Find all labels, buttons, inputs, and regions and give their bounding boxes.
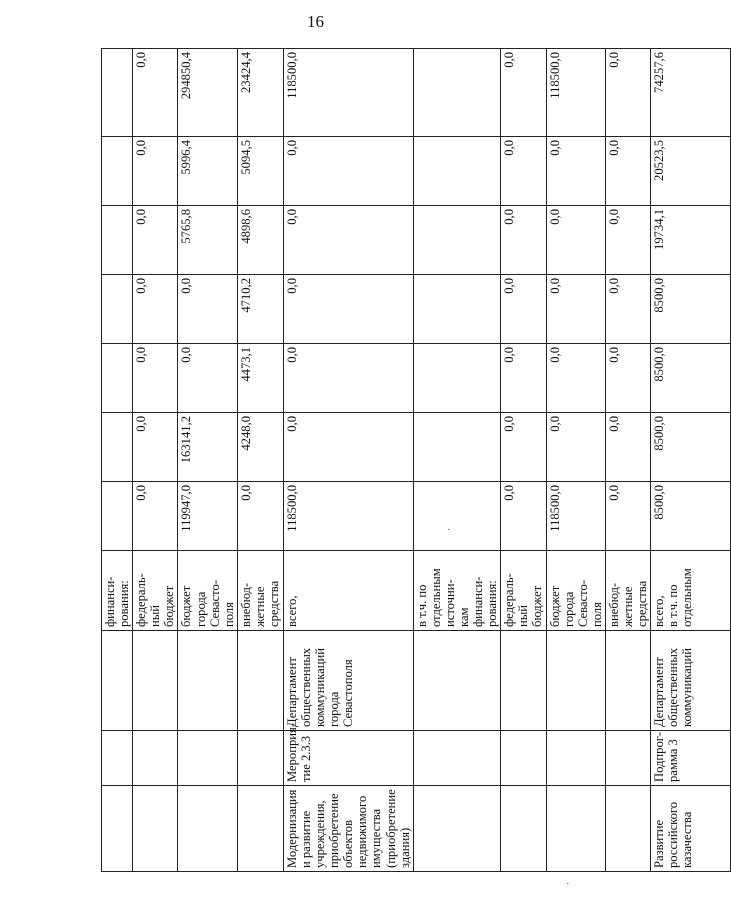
cell-value: 19734,1 [651, 206, 731, 275]
cell-value: 0,0 [605, 344, 650, 413]
cell-executor [501, 631, 546, 731]
table-row [133, 49, 178, 872]
cell-value: 74257,6 [651, 49, 731, 137]
cell-executor [413, 631, 501, 731]
table-row [237, 49, 283, 872]
table-row [178, 49, 237, 872]
cell-value: 4473,1 [237, 344, 283, 413]
table-row [501, 49, 546, 872]
cell-executor [102, 631, 133, 731]
cell-value: 0,0 [605, 275, 650, 344]
cell-value [102, 275, 133, 344]
cell-value: 8500,0 [651, 413, 731, 482]
cell-value: 118500,0 [546, 482, 605, 551]
cell-program [237, 731, 283, 786]
cell-source: всего, в т.ч. по отдельным [651, 551, 731, 631]
cell-value: 5996,4 [178, 137, 237, 206]
cell-value: 0,0 [501, 206, 546, 275]
table-row [413, 49, 501, 872]
cell-program [546, 731, 605, 786]
cell-description [546, 786, 605, 872]
cell-program [413, 731, 501, 786]
cell-value [413, 206, 501, 275]
cell-executor [237, 631, 283, 731]
table-row [605, 49, 650, 872]
cell-value: 0,0 [283, 206, 413, 275]
cell-program [501, 731, 546, 786]
cell-value [413, 482, 501, 551]
cell-executor [605, 631, 650, 731]
table-area [101, 49, 695, 872]
cell-source: федераль- ный бюджет [501, 551, 546, 631]
cell-description [237, 786, 283, 872]
cell-value: 0,0 [237, 482, 283, 551]
cell-value: 20523,5 [651, 137, 731, 206]
cell-value: 5765,8 [178, 206, 237, 275]
cell-value: 4248,0 [237, 413, 283, 482]
stray-mark: · [447, 524, 451, 536]
cell-value: 5094,5 [237, 137, 283, 206]
cell-description: Модернизация и развитие учреждения, приобретение объектов недвижимого имущества (приобретение здания) [283, 786, 413, 872]
cell-value: 0,0 [605, 413, 650, 482]
cell-value: 8500,0 [651, 482, 731, 551]
cell-value [413, 413, 501, 482]
cell-source: бюджет города Севасто- поля [546, 551, 605, 631]
cell-value: 0,0 [501, 482, 546, 551]
cell-value: 0,0 [546, 206, 605, 275]
cell-source: в т.ч. по отдельным источни- кам финанси- рования: [413, 551, 501, 631]
cell-executor [546, 631, 605, 731]
cell-value: 0,0 [501, 344, 546, 413]
cell-value [413, 275, 501, 344]
cell-value: 0,0 [283, 137, 413, 206]
cell-description [413, 786, 501, 872]
cell-executor [178, 631, 237, 731]
cell-value: 294850,4 [178, 49, 237, 137]
page-number: 16 [307, 12, 324, 31]
cell-value: 0,0 [133, 49, 178, 137]
cell-value [413, 344, 501, 413]
cell-value: 0,0 [501, 413, 546, 482]
stray-mark: · [566, 878, 570, 890]
cell-value: 0,0 [605, 137, 650, 206]
cell-description: Развитие российского казачества [651, 786, 731, 872]
cell-value: 0,0 [546, 344, 605, 413]
cell-source: внебюд- жетные средства [237, 551, 283, 631]
cell-value: 0,0 [133, 275, 178, 344]
cell-program: Подпрог- рамма 3 [651, 731, 731, 786]
cell-value: 0,0 [501, 137, 546, 206]
cell-value: 0,0 [283, 275, 413, 344]
cell-value: 119947,0 [178, 482, 237, 551]
cell-value: 8500,0 [651, 344, 731, 413]
cell-value: 0,0 [133, 137, 178, 206]
cell-description [605, 786, 650, 872]
cell-value [102, 206, 133, 275]
cell-program [133, 731, 178, 786]
cell-executor: Департамент общественных коммуникаций города Севастополя [283, 631, 413, 731]
table-row [651, 49, 731, 872]
cell-source: бюджет города Севасто- поля [178, 551, 237, 631]
table-row [283, 49, 413, 872]
cell-source: внебюд- жетные средства [605, 551, 650, 631]
cell-value: 0,0 [283, 413, 413, 482]
cell-program: Мероприя- тие 2.3.3 [283, 731, 413, 786]
cell-program [178, 731, 237, 786]
cell-value [102, 413, 133, 482]
cell-source: федераль- ный бюджет [133, 551, 178, 631]
cell-value: 0,0 [605, 49, 650, 137]
cell-value: 0,0 [283, 344, 413, 413]
cell-value: 0,0 [501, 275, 546, 344]
cell-value: 118500,0 [283, 482, 413, 551]
cell-value: 0,0 [133, 344, 178, 413]
rotated-table-container [101, 49, 695, 872]
cell-value: 23424,4 [237, 49, 283, 137]
cell-description [501, 786, 546, 872]
cell-value: 0,0 [546, 137, 605, 206]
cell-value: 4898,6 [237, 206, 283, 275]
cell-source: всего, [283, 551, 413, 631]
table-row [102, 49, 133, 872]
cell-executor [133, 631, 178, 731]
cell-value: 0,0 [605, 206, 650, 275]
cell-value [102, 344, 133, 413]
cell-value: 0,0 [133, 206, 178, 275]
cell-value: 0,0 [133, 482, 178, 551]
cell-value [102, 482, 133, 551]
cell-value: 118500,0 [546, 49, 605, 137]
cell-description [133, 786, 178, 872]
cell-value [413, 49, 501, 137]
cell-value: 8500,0 [651, 275, 731, 344]
cell-program [605, 731, 650, 786]
cell-value: 0,0 [178, 275, 237, 344]
table-row [546, 49, 605, 872]
cell-source: финанси- рования: [102, 551, 133, 631]
cell-value [102, 137, 133, 206]
cell-value: 0,0 [133, 413, 178, 482]
cell-value: 0,0 [605, 482, 650, 551]
cell-value: 4710,2 [237, 275, 283, 344]
cell-value: 0,0 [546, 275, 605, 344]
cell-value [102, 49, 133, 137]
cell-executor: Департамент общественных коммуникаций [651, 631, 731, 731]
cell-value: 163141,2 [178, 413, 237, 482]
cell-value [413, 137, 501, 206]
cell-program [102, 731, 133, 786]
cell-value: 0,0 [501, 49, 546, 137]
cell-value: 0,0 [546, 413, 605, 482]
budget-table [101, 48, 731, 872]
cell-value: 118500,0 [283, 49, 413, 137]
cell-description [102, 786, 133, 872]
cell-description [178, 786, 237, 872]
cell-value: 0,0 [178, 344, 237, 413]
